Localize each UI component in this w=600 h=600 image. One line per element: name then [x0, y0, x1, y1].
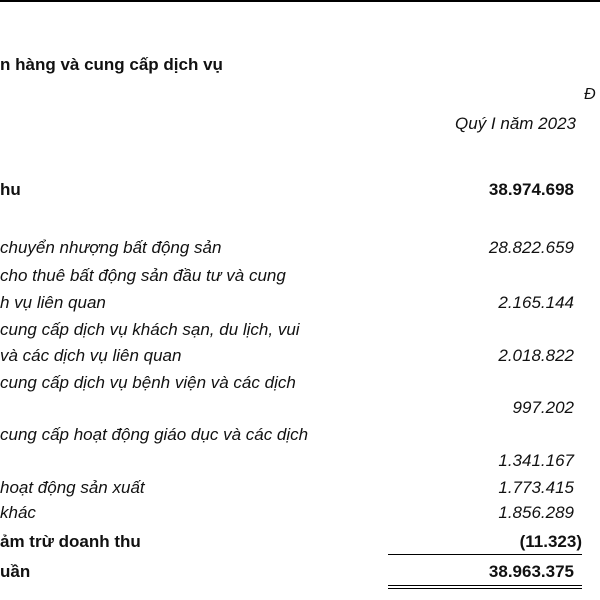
- row-label-total-revenue: hu: [0, 180, 21, 199]
- row-label-education-line1: cung cấp hoạt động giáo dục và các dịch: [0, 425, 309, 444]
- row-value-net-revenue: 38.963.375: [488, 562, 574, 581]
- row-value-investment-rental: 2.165.144: [498, 293, 574, 312]
- row-value-manufacturing: 1.773.415: [498, 478, 574, 497]
- period-header: Quý I năm 2023: [455, 114, 576, 133]
- row-label-other: khác: [0, 503, 36, 522]
- row-label-hotel-tourism-line2: và các dịch vụ liên quan: [0, 346, 182, 365]
- section-heading: n hàng và cung cấp dịch vụ: [0, 55, 223, 74]
- total-rule-lower: [388, 588, 582, 589]
- row-label-hospital-line1: cung cấp dịch vụ bệnh viện và các dịch: [0, 373, 296, 392]
- row-label-net-revenue: uần: [0, 562, 31, 581]
- row-label-deductions: ảm trừ doanh thu: [0, 532, 141, 551]
- unit-label: Đ: [584, 86, 596, 103]
- row-value-real-estate-transfer: 28.822.659: [488, 238, 574, 257]
- row-label-hotel-tourism-line1: cung cấp dịch vụ khách sạn, du lịch, vui: [0, 320, 300, 339]
- row-value-other: 1.856.289: [498, 503, 574, 522]
- row-label-manufacturing: hoạt động sản xuất: [0, 478, 145, 497]
- subtotal-rule: [388, 554, 582, 555]
- row-value-total-revenue: 38.974.698: [488, 180, 574, 199]
- row-label-investment-rental-line1: cho thuê bất động sản đầu tư và cung: [0, 266, 286, 285]
- top-border: [0, 0, 600, 2]
- row-value-hospital: 997.202: [512, 398, 574, 417]
- row-value-education: 1.341.167: [498, 451, 574, 470]
- row-label-real-estate-transfer: chuyển nhượng bất động sản: [0, 238, 222, 257]
- row-label-investment-rental-line2: h vụ liên quan: [0, 293, 106, 312]
- total-rule-upper: [388, 585, 582, 586]
- row-value-deductions: (11.323): [519, 532, 582, 551]
- row-value-hotel-tourism: 2.018.822: [498, 346, 574, 365]
